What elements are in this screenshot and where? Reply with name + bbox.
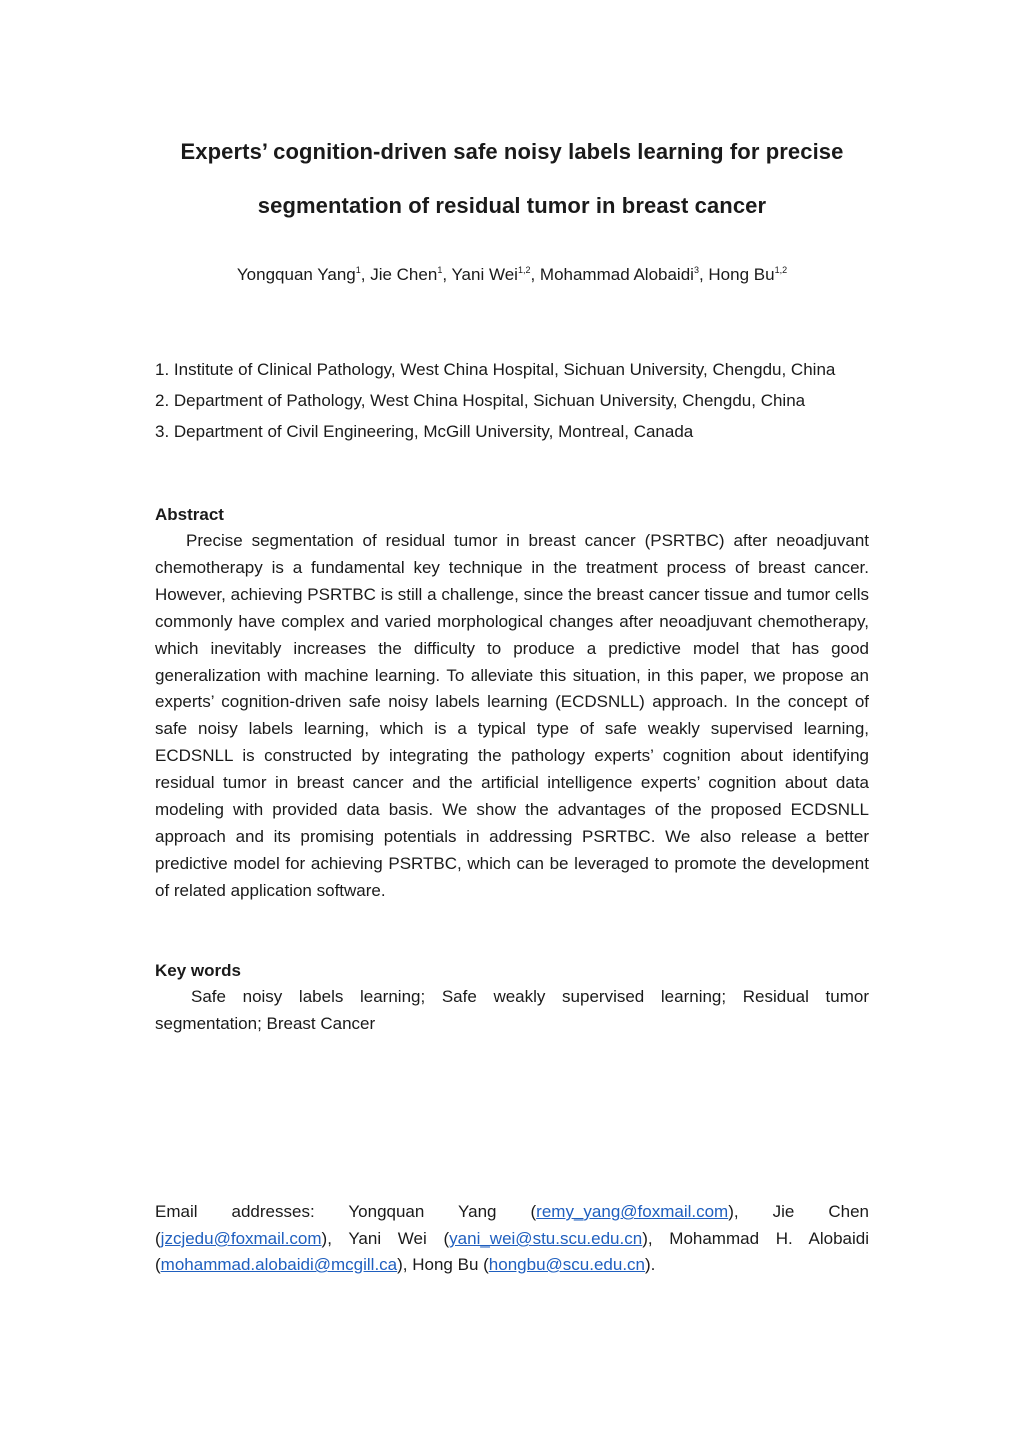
author-name: Jie Chen	[370, 265, 438, 284]
email-name: Yani	[348, 1229, 382, 1248]
email-link-chen[interactable]: jzcjedu@foxmail.com	[160, 1229, 322, 1248]
keywords-body	[155, 984, 869, 1038]
abstract-body	[155, 528, 869, 905]
author-affiliation-mark: 1,2	[774, 265, 788, 275]
author-name: Hong Bu	[708, 265, 775, 284]
author-affiliation-mark: 3	[693, 265, 699, 275]
author-name: Yani Wei	[451, 265, 518, 284]
author-name: Mohammad Alobaidi	[539, 265, 694, 284]
affiliation-2: 2. Department of Pathology, West China Hospital, Sichuan University, Chengdu, China	[155, 391, 806, 410]
email-sep: ),	[321, 1229, 332, 1248]
email-name: Wei	[397, 1229, 427, 1248]
author-list: Yongquan Yang$^1$, Jie Chen$^1$, Yani Wei$^{1,2}$, Mohammad Alobaidi$^3$, Hong Bu$^{1,2}$	[236, 265, 788, 284]
email-link-yang[interactable]: remy_yang@foxmail.com	[536, 1202, 729, 1221]
email-prefix: Email addresses: Yongquan Yang (	[155, 1202, 537, 1221]
email-name: Mohammad	[669, 1229, 760, 1248]
email-sep: ), Hong Bu (	[397, 1255, 489, 1274]
paper-title-line-2: segmentation of residual tumor in breast cancer	[257, 193, 767, 218]
email-link-bu[interactable]: hongbu@scu.edu.cn	[488, 1255, 646, 1274]
affiliation-1: 1. Institute of Clinical Pathology, West China Hospital, Sichuan University, Chengdu, China	[155, 360, 836, 379]
author-affiliation-mark: 1	[355, 265, 361, 275]
email-end: ).	[645, 1255, 656, 1274]
author-name: Yongquan Yang	[236, 265, 356, 284]
email-addresses: Email addresses: Yongquan Yang (remy_yang@foxmail.com), Jie Chen (jzcjedu@foxmail.com), Yani Wei (yani_wei@stu.scu.edu.cn), Mohammad H. Alobaidi	[155, 1202, 870, 1248]
author-affiliation-mark: 1	[437, 265, 443, 275]
email-name: Alobaidi	[808, 1229, 870, 1248]
paper-title-line-1: Experts’ cognition-driven safe noisy labels learning for precise	[180, 139, 844, 164]
email-link-alobaidi[interactable]: mohammad.alobaidi@mcgill.ca	[160, 1255, 398, 1274]
affiliation-3: 3. Department of Civil Engineering, McGill University, Montreal, Canada	[155, 422, 694, 441]
email-sep: ), Jie Chen (	[155, 1202, 869, 1248]
abstract-text: Precise segmentation of residual tumor in breast cancer (PSRTBC) after neoadjuvant chemotherapy is a fundamental key technique in the treatment process of breast cancer. However, achieving PSRTBC is still a challenge, since the breast cancer tissue and tumor cells commonly have complex and varied morphological changes after neoadjuvant chemotherapy, which inevitably increases the difficulty to produce a predictive model that has good generalization with machine learning. To alleviate this situation, in this paper, we propose an experts’ cognition-driven safe noisy labels learning (ECDSNLL) approach. In the concept of safe noisy labels learning, which is a typical type of safe weakly supervised learning, ECDSNLL is constructed by integrating the pathology experts’ cognition about identifying residual tumor in breast cancer and the artificial intelligence experts’ cognition about data modeling with provided data basis. We show the advantages of the proposed ECDSNLL approach and its promising potentials in addressing PSRTBC. We also release a better predictive model for achieving PSRTBC, which can be leveraged to promote the development of related application software.	[155, 531, 869, 900]
email-addresses-last-line: (mohammad.alobaidi@mcgill.ca), Hong Bu (hongbu@scu.edu.cn).	[155, 1255, 656, 1274]
author-affiliation-mark: 1,2	[517, 265, 531, 275]
email-name: H.	[775, 1229, 793, 1248]
keywords-heading: Key words	[155, 961, 241, 980]
keywords-text: Safe noisy labels learning; Safe weakly supervised learning; Residual tumor segmentation; Breast Cancer	[155, 987, 869, 1033]
abstract-heading: Abstract	[155, 505, 224, 524]
email-link-wei[interactable]: yani_wei@stu.scu.edu.cn	[449, 1229, 643, 1248]
